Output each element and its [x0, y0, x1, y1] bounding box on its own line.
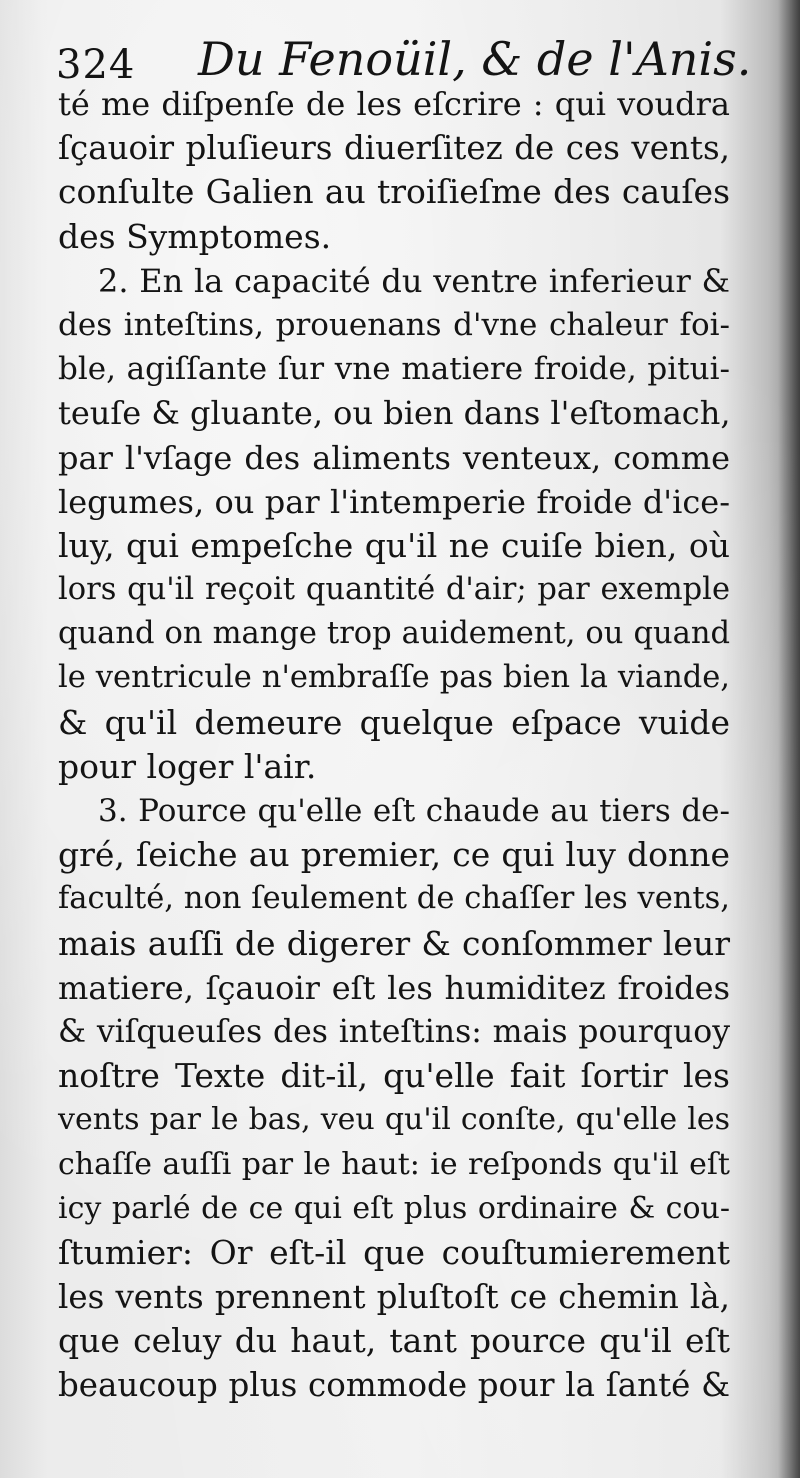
text-line: icy parlé de ce qui eſt plus ordinaire & cou- — [58, 1190, 730, 1226]
text-line: 2. En la capacité du ventre inferieur & — [98, 261, 730, 300]
text-line: des inteſtins, prouenans d'vne chaleur foi- — [58, 306, 730, 343]
text-line: vents par le bas, veu qu'il conſte, qu'elle les — [58, 1102, 730, 1138]
text-line: matiere, ſçauoir eſt les humiditez froides — [58, 968, 730, 1007]
text-line: té me diſpenſe de les eſcrire : qui voudra — [58, 85, 730, 123]
text-line: noſtre Texte dit-il, qu'elle fait ſortir les — [58, 1056, 730, 1096]
text-line: ble, agiſſante ſur vne matiere froide, pitui- — [58, 351, 730, 388]
text-line: ſçauoir pluſieurs diuerſitez de ces vents, — [58, 129, 730, 168]
text-line: & viſqueuſes des inteſtins: mais pourquoy — [58, 1013, 730, 1050]
text-line: luy, qui empeſche qu'il ne cuiſe bien, où — [58, 525, 730, 565]
text-line: ſtumier: Or eſt-il que couſtumierement — [58, 1232, 730, 1272]
text-line: conſulte Galien au troiſieſme des cauſes — [58, 172, 730, 212]
body-text — [58, 82, 730, 1408]
text-line: des Symptomes. — [58, 216, 332, 256]
text-line: lors qu'il reçoit quantité d'air; par exemple — [58, 572, 730, 608]
text-line: teuſe & gluante, ou bien dans l'eſtomach, — [58, 394, 731, 433]
text-line: 3. Pource qu'elle eſt chaude au tiers de- — [98, 793, 730, 829]
page-gutter-shadow — [778, 0, 800, 1478]
text-line: & qu'il demeure quelque eſpace vuide — [58, 702, 730, 742]
text-line: quand on mange trop auidement, ou quand — [58, 616, 730, 652]
text-line: que celuy du haut, tant pource qu'il eſt — [58, 1321, 730, 1361]
running-title: Du Fenoüil, & de l'Anis. — [198, 32, 752, 86]
text-line: pour loger l'air. — [58, 746, 317, 786]
text-line: beaucoup plus commode pour la ſanté & — [58, 1366, 730, 1405]
text-line: par l'vſage des aliments venteux, comme — [58, 438, 730, 477]
text-line: chaſſe auſſi par le haut: ie reſponds qu'il eſt — [58, 1146, 730, 1182]
text-line: les vents prennent pluſtoſt ce chemin là, — [58, 1278, 730, 1317]
text-line: gré, ſeiche au premier, ce qui luy donne — [58, 835, 730, 875]
text-line: faculté, non ſeulement de chaſſer les vents, — [58, 881, 730, 917]
text-line: mais auſſi de digerer & conſommer leur — [58, 923, 730, 963]
running-head — [56, 28, 752, 88]
text-line: legumes, ou par l'intemperie froide d'ice- — [58, 482, 730, 521]
text-line: le ventricule n'embraſſe pas bien la viande, — [58, 660, 730, 696]
page-number: 324 — [56, 42, 136, 88]
